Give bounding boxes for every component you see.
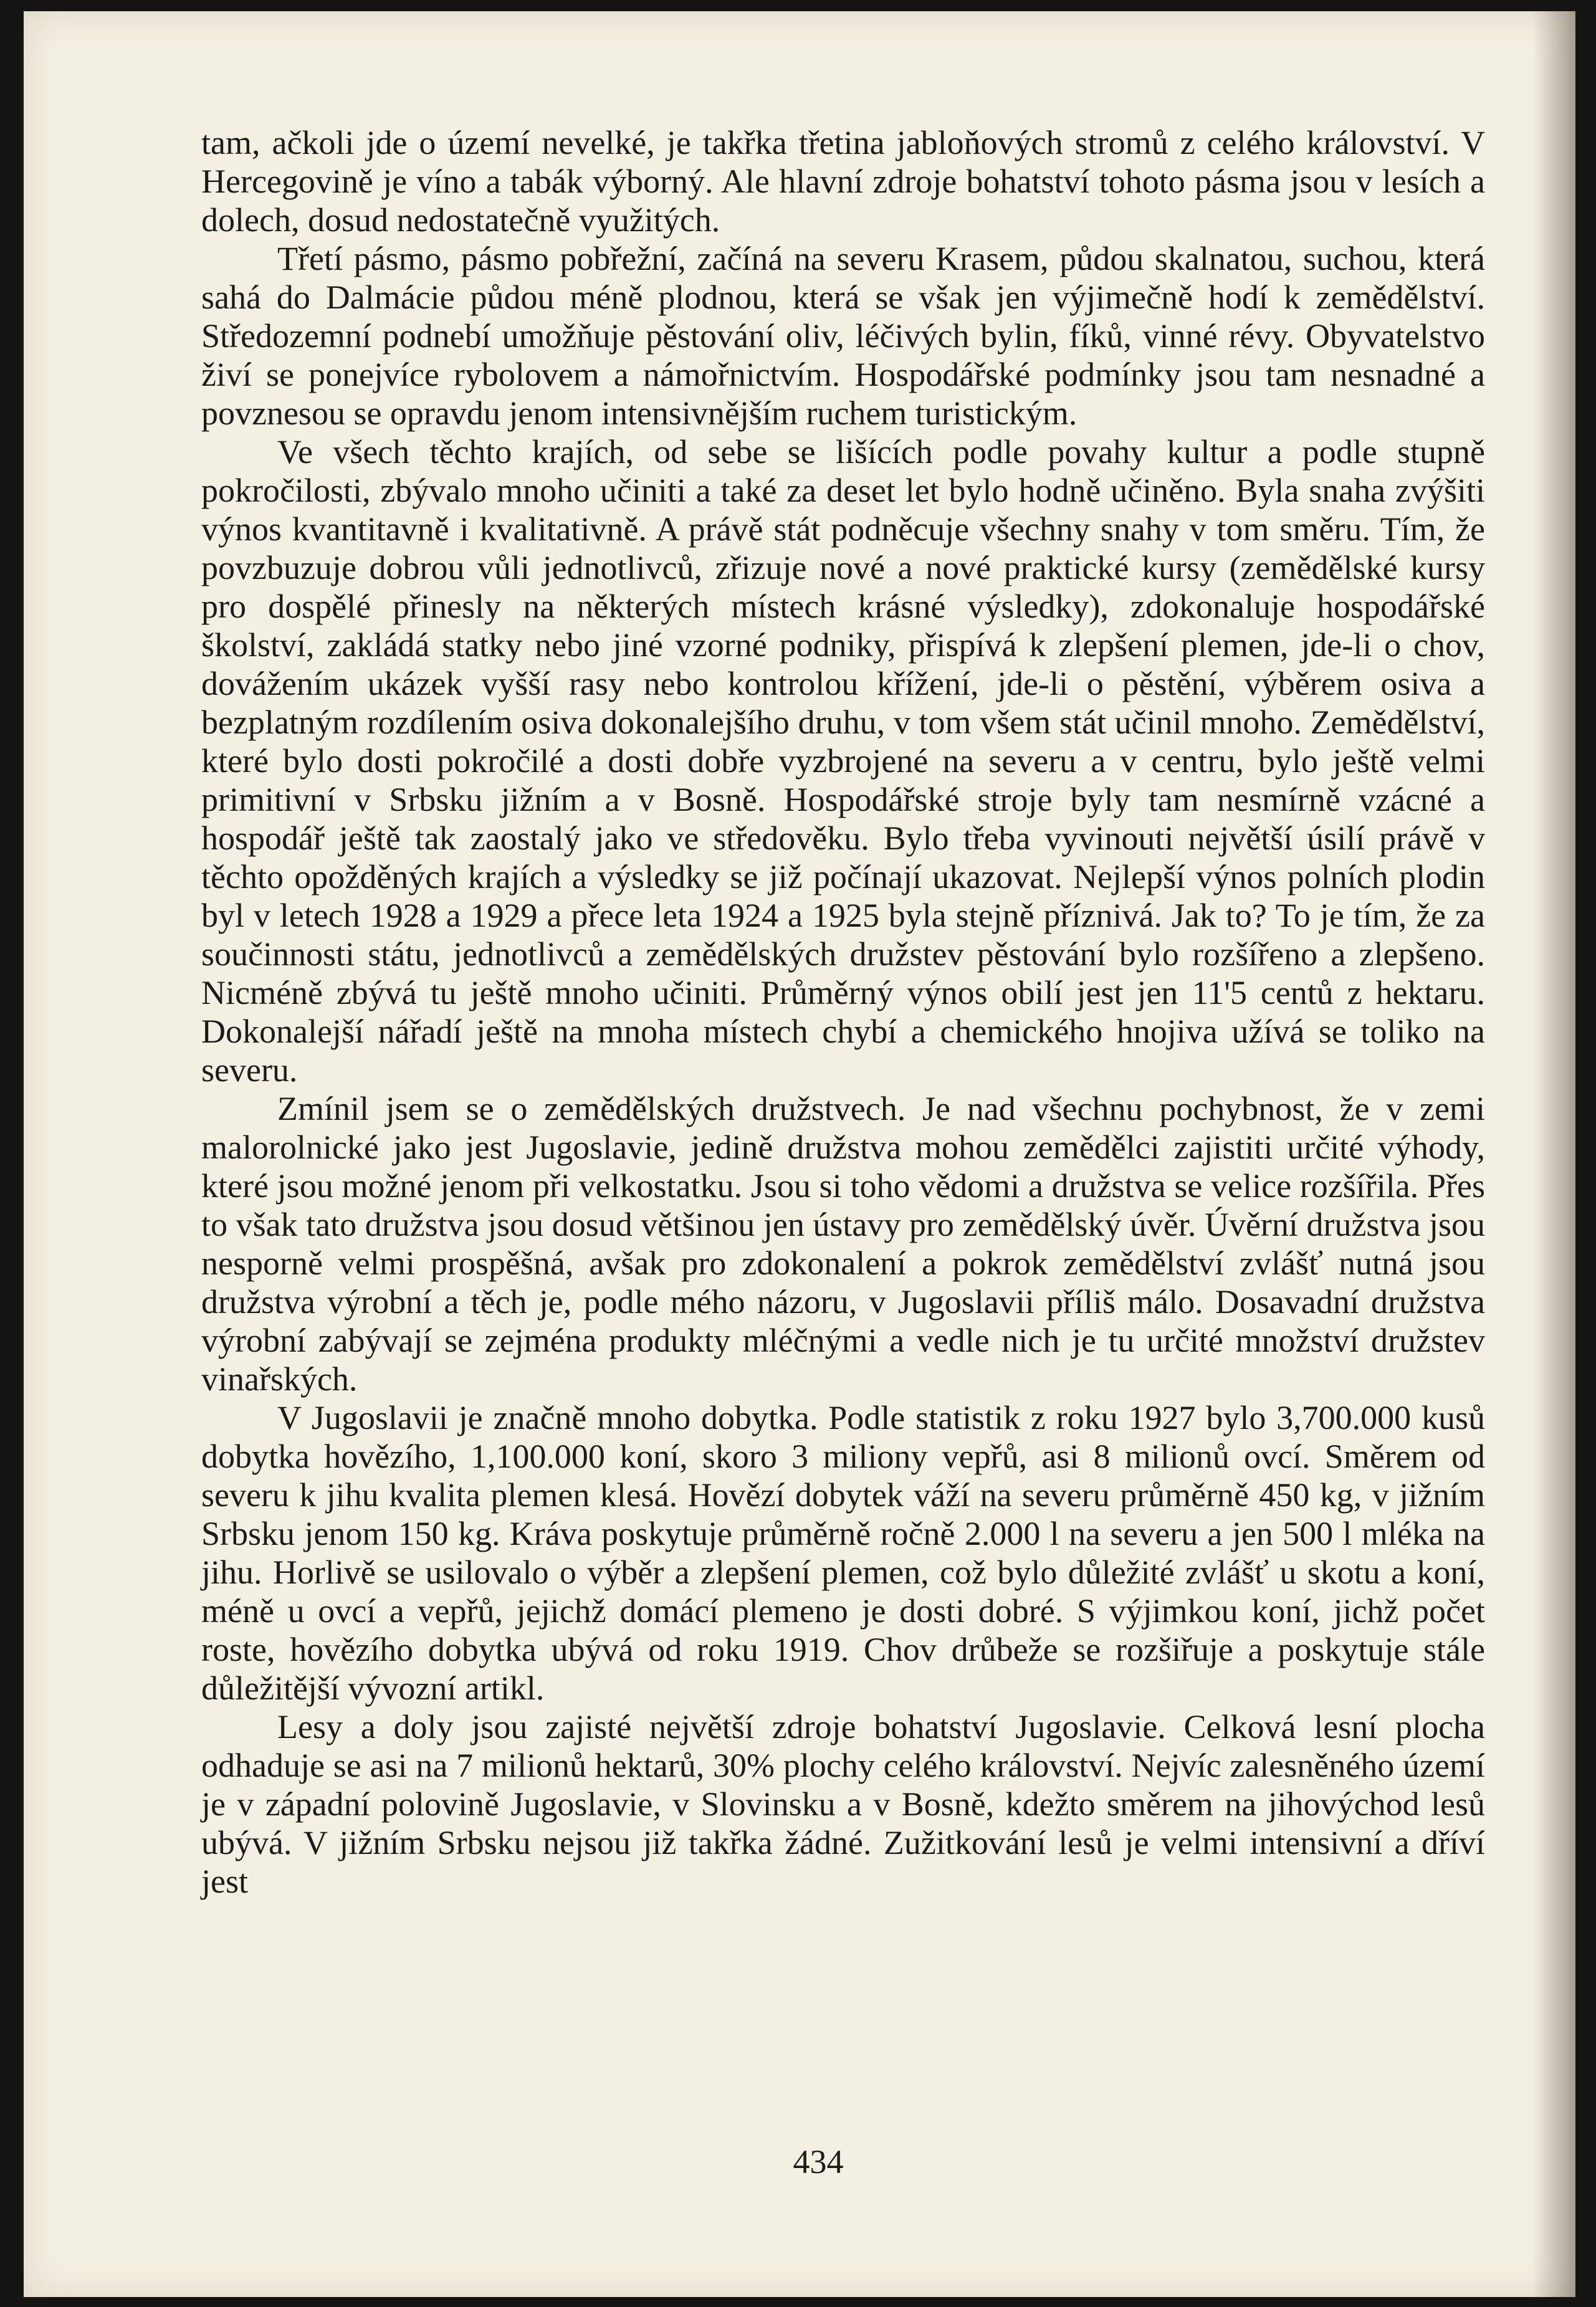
paragraph: Zmínil jsem se o zemědělských družstvech. Je nad všechnu pochybnost, že v zemi malorolnické jako jest Jugoslavie, jedině družstva mohou zemědělci zajistiti určité výhody, které jsou možné jenom při velkostatku. Jsou si toho vědomi a družstva se velice rozšířila. Přes to však tato družstva jsou dosud většinou jen ústavy pro zemědělský úvěr. Úvěrní družstva jsou nesporně velmi prospěšná, avšak pro zdokonalení a pokrok zemědělství zvlášť nutná jsou družstva výrobní a těch je, podle mého názoru, v Jugoslavii příliš málo. Dosavadní družstva výrobní zabývají se zejména produkty mléčnými a vedle nich je tu určité množství družstev vinařských. (201, 1090, 1485, 1398)
book-page (24, 11, 1575, 2297)
page-edge-shadow (1532, 11, 1575, 2297)
page-number: 434 (793, 2143, 844, 2180)
body-text (201, 123, 1485, 1901)
paragraph: V Jugoslavii je značně mnoho dobytka. Podle statistik z roku 1927 bylo 3,700.000 kusů dobytka hovězího, 1,100.000 koní, skoro 3 miliony vepřů, asi 8 milionů ovcí. Směrem od severu k jihu kvalita plemen klesá. Hovězí dobytek váží na severu průměrně 450 kg, v jižním Srbsku jenom 150 kg. Kráva poskytuje průměrně ročně 2.000 l na severu a jen 500 l mléka na jihu. Horlivě se usilovalo o výběr a zlepšení plemen, což bylo důležité zvlášť u skotu a koní, méně u ovcí a vepřů, jejichž domácí plemeno je dosti dobré. S výjimkou koní, jichž počet roste, hovězího dobytka ubývá od roku 1919. Chov drůbeže se rozšiřuje a poskytuje stále důležitější vývozní artikl. (201, 1399, 1485, 1707)
paragraph: Třetí pásmo, pásmo pobřežní, začíná na severu Krasem, půdou skalnatou, suchou, která sahá do Dalmácie půdou méně plodnou, která se však jen výjimečně hodí k zemědělství. Středozemní podnebí umožňuje pěstování oliv, léčivých bylin, fíků, vinné révy. Obyvatelstvo živí se ponejvíce rybolovem a námořnictvím. Hospodářské podmínky jsou tam nesnadné a povznesou se opravdu jenom intensivnějším ruchem turistickým. (201, 240, 1485, 432)
paragraph: Ve všech těchto krajích, od sebe se lišících podle povahy kultur a podle stupně pokročilosti, zbývalo mnoho učiniti a také za deset let bylo hodně učiněno. Byla snaha zvýšiti výnos kvantitavně i kvalitativně. A právě stát podněcuje všechny snahy v tom směru. Tím, že povzbuzuje dobrou vůli jednotlivců, zřizuje nové a nové praktické kursy (zemědělské kursy pro dospělé přinesly na některých místech krásné výsledky), zdokonaluje hospodářské školství, zakládá statky nebo jiné vzorné podniky, přispívá k zlepšení plemen, jde-li o chov, dovážením ukázek vyšší rasy nebo kontrolou křížení, jde-li o pěstění, výběrem osiva a bezplatným rozdílením osiva dokonalejšího druhu, v tom všem stát učinil mnoho. Zemědělství, které bylo dosti pokročilé a dosti dobře vyzbrojené na severu a v centru, bylo ještě velmi primitivní v Srbsku jižním a v Bosně. Hospodářské stroje byly tam nesmírně vzácné a hospodář ještě tak zaostalý jako ve středověku. Bylo třeba vyvinouti největší úsilí právě v těchto opožděných krajích a výsledky se již počínají ukazovat. Nejlepší výnos polních plodin byl v letech 1928 a 1929 a přece leta 1924 a 1925 byla stejně příznivá. Jak to? To je tím, že za součinnosti státu, jednotlivců a zemědělských družstev pěstování bylo rozšířeno a zlepšeno. Nicméně zbývá tu ještě mnoho učiniti. Průměrný výnos obilí jest jen 11'5 centů z hektaru. Dokonalejší nářadí ještě na mnoha místech chybí a chemického hnojiva užívá se toliko na severu. (201, 433, 1485, 1089)
paragraph: Lesy a doly jsou zajisté největší zdroje bohatství Jugoslavie. Celková lesní plocha odhaduje se asi na 7 milionů hektarů, 30% plochy celého království. Nejvíc zalesněného území je v západní polovině Jugoslavie, v Slovinsku a v Bosně, kdežto směrem na jihovýchod lesů ubývá. V jižním Srbsku nejsou již takřka žádné. Zužitkování lesů je velmi intensivní a dříví jest (201, 1708, 1485, 1900)
paragraph: tam, ačkoli jde o území nevelké, je takřka třetina jabloňových stromů z celého království. V Hercegovině je víno a tabák výborný. Ale hlavní zdroje bohatství tohoto pásma jsou v lesích a dolech, dosud nedostatečně využitých. (201, 124, 1485, 239)
